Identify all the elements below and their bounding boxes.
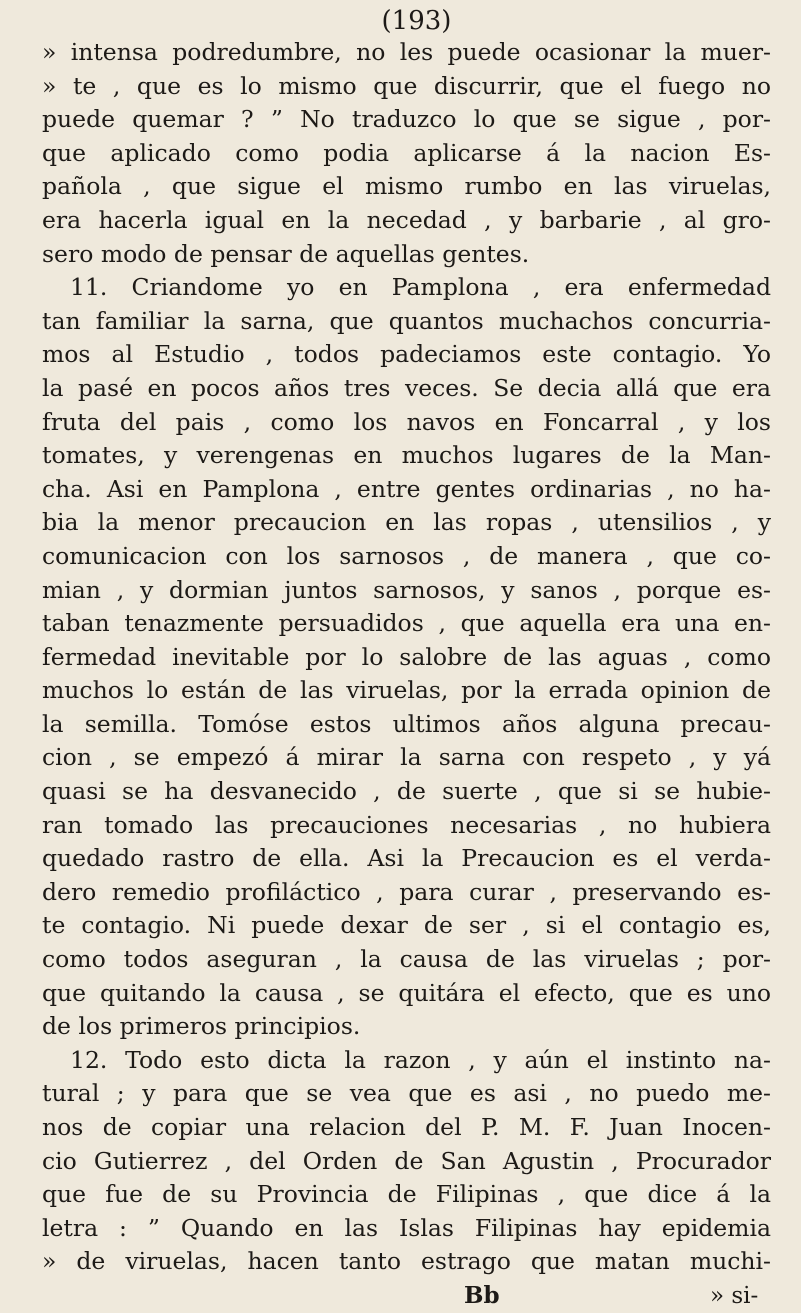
text-line: cha. Asi en Pamplona , entre gentes ordinarias , no ha- [42,474,771,503]
text-line: tomates, y verengenas en muchos lugares de la Man- [42,441,771,470]
text-line: mos al Estudio , todos padeciamos este contagio. Yo [42,340,771,369]
text-line: taban tenazmente persuadidos , que aquella era una en- [42,609,771,638]
text-line: puede quemar ? ” No traduzco lo que se sigue , por- [42,105,771,134]
text-line: fruta del pais , como los navos en Foncarral , y los [42,407,771,436]
text-line: pañola , que sigue el mismo rumbo en las viruelas, [42,172,771,201]
text-line: que aplicado como podia aplicarse á la nacion Es- [42,138,771,167]
page-number: (193) [381,6,452,36]
text-line: que quitando la causa , se quitára el efecto, que es uno [42,978,771,1007]
text-line: bia la menor precaucion en las ropas , utensilios , y [42,508,771,537]
text-line: » te , que es lo mismo que discurrir, que el fuego no [42,71,771,100]
text-line: dero remedio profiláctico , para curar , preservando es- [42,877,771,906]
text-line: quasi se ha desvanecido , de suerte , que si se hubie- [42,777,771,806]
text-line: » de viruelas, hacen tanto estrago que matan muchi- [42,1247,771,1276]
text-line: ran tomado las precauciones necesarias , no hubiera [42,810,771,839]
text-line: 11. Criandome yo en Pamplona , era enfermedad [70,273,771,302]
text-line: » intensa podredumbre, no les puede ocasionar la muer- [42,38,771,66]
text-line: tan familiar la sarna, que quantos muchachos concurria- [42,306,771,335]
text-line: la semilla. Tomóse estos ultimos años alguna precau- [42,709,771,738]
text-line: cion , se empezó á mirar la sarna con respeto , y yá [42,743,771,772]
catchword: » si- [710,1282,759,1309]
text-line: era hacerla igual en la necedad , y barbarie , al gro- [42,205,771,234]
text-line: como todos aseguran , la causa de las viruelas ; por- [42,945,771,974]
text-line: la pasé en pocos años tres veces. Se decia allá que era [42,373,771,402]
text-line: sero modo de pensar de aquellas gentes. [42,239,530,268]
text-line: comunicacion con los sarnosos , de manera , que co- [42,541,771,570]
text-line: mian , y dormian juntos sarnosos, y sanos , porque es- [42,575,771,604]
text-line: quedado rastro de ella. Asi la Precaucion es el verda- [42,844,771,873]
text-line: cio Gutierrez , del Orden de San Agustin , Procurador [42,1146,771,1175]
text-line: que fue de su Provincia de Filipinas , que dice á la [42,1180,771,1209]
signature-mark: Bb [464,1281,500,1309]
text-line: letra : ” Quando en las Islas Filipinas hay epidemia [42,1213,771,1242]
text-line: tural ; y para que se vea que es asi , no puedo me- [42,1079,771,1108]
text-line: muchos lo están de las viruelas, por la errada opinion de [42,676,771,705]
text-line: de los primeros principios. [42,1012,361,1041]
text-line: te contagio. Ni puede dexar de ser , si el contagio es, [42,911,771,940]
text-line: fermedad inevitable por lo salobre de las aguas , como [42,642,771,671]
text-line: 12. Todo esto dicta la razon , y aún el instinto na- [70,1045,771,1074]
text-line: nos de copiar una relacion del P. M. F. Juan Inocen- [42,1113,771,1141]
